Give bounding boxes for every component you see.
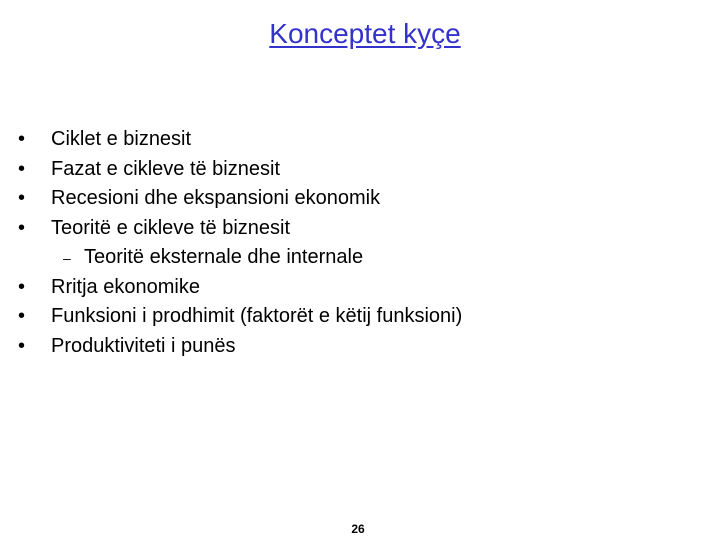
bullet-item — [18, 273, 708, 303]
bullet-marker: • — [18, 334, 26, 357]
bullet-item — [18, 125, 708, 155]
sub-bullet-item — [18, 243, 708, 273]
bullet-item — [18, 155, 708, 185]
sub-bullet-marker: – — [63, 250, 71, 266]
bullet-item — [18, 214, 708, 244]
bullet-marker: • — [18, 128, 26, 150]
bullet-item — [18, 302, 708, 332]
bullet-item — [18, 332, 708, 362]
bullet-text: Fazat e cikleve të biznesit — [51, 157, 280, 180]
bullet-text: Teoritë e cikleve të biznesit — [51, 216, 291, 239]
bullet-text: Rritja ekonomike — [51, 275, 200, 298]
slide-title: Konceptet kyçe — [269, 18, 461, 49]
page-number: 26 — [351, 522, 365, 536]
bullet-marker: • — [18, 216, 26, 239]
sub-bullet-text: Teoritë eksternale dhe internale — [84, 246, 364, 268]
bullet-text: Funksioni i prodhimit (faktorët e këtij funksioni) — [51, 305, 463, 327]
bullet-marker: • — [18, 187, 26, 209]
bullet-item — [18, 184, 708, 214]
bullet-text: Produktiviteti i punës — [51, 334, 236, 357]
bullet-marker: • — [18, 157, 26, 180]
bullet-list — [18, 125, 708, 361]
bullet-text: Ciklet e biznesit — [51, 128, 192, 150]
bullet-marker: • — [18, 305, 26, 327]
bullet-marker: • — [18, 275, 26, 298]
bullet-text: Recesioni dhe ekspansioni ekonomik — [51, 187, 381, 209]
